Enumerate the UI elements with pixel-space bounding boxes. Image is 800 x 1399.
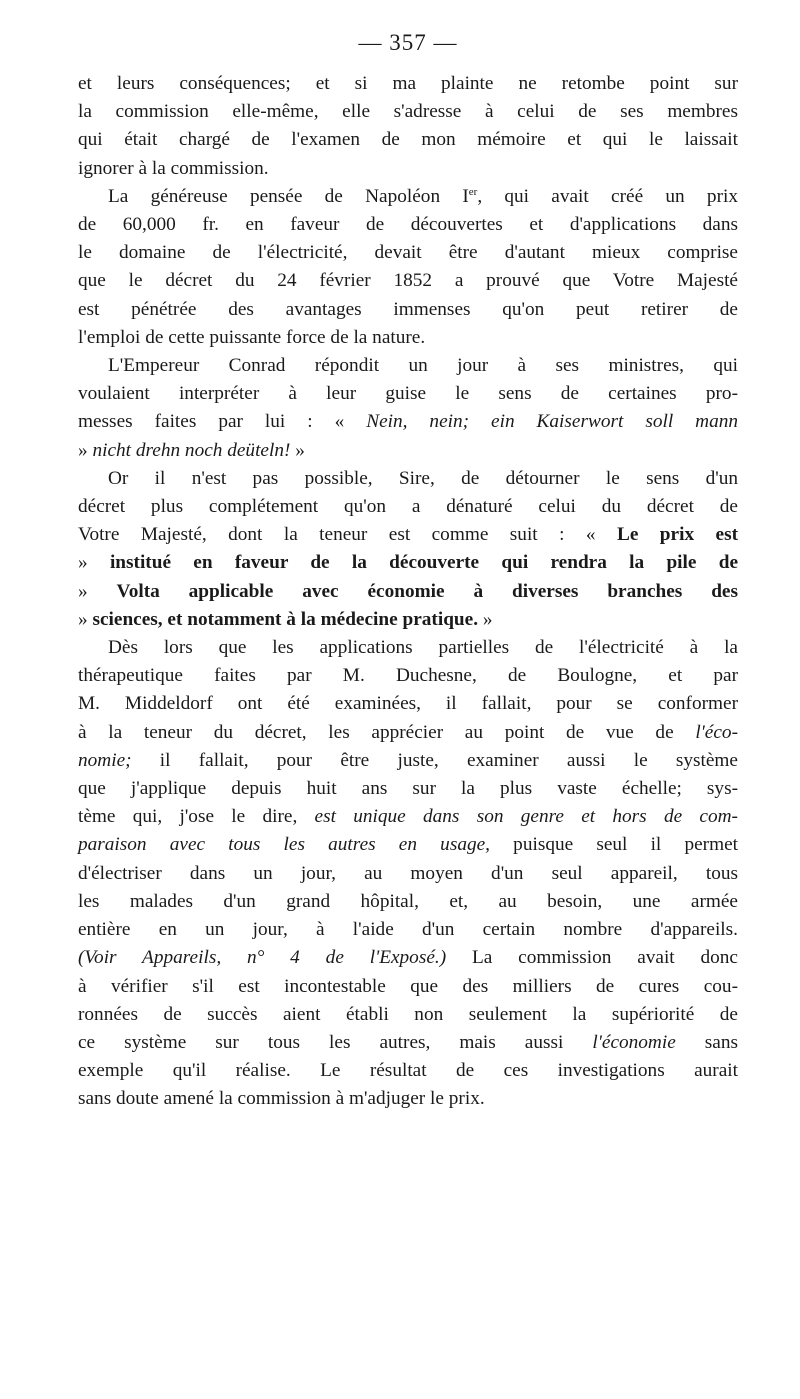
decree-quote: Volta applicable avec économie à diverses branches des [116, 580, 738, 602]
text-line: tème qui, j'ose le dire, est unique dans son genre et hors de com- [78, 806, 738, 828]
emphasis: l'économie [592, 1031, 676, 1053]
text-line: entière en un jour, à l'aide d'un certain nombre d'appareils. [78, 919, 738, 941]
decree-quote: institué en faveur de la découverte qui rendra la pile de [109, 552, 739, 574]
text-line: » sciences, et notamment à la médecine pratique. » [78, 608, 493, 630]
text-line: M. Middeldorf ont été examinées, il fallait, pour se conformer [78, 693, 738, 715]
emphasis: est unique dans son genre et hors de com- [314, 806, 738, 828]
emphasis: paraison avec tous les autres en usage, [78, 834, 490, 856]
text-line: voulaient interpréter à leur guise le sens de certaines pro- [78, 383, 738, 405]
emphasis: nomie; [78, 749, 132, 771]
text-line: que j'applique depuis huit ans sur la plus vaste échelle; sys- [78, 778, 738, 800]
page-number: — 357 — [358, 30, 458, 55]
decree-quote: Le prix est [616, 524, 738, 546]
german-quote: Nein, nein; ein Kaiserwort soll mann [366, 411, 738, 433]
text-line: de 60,000 fr. en faveur de découvertes et d'applications dans [78, 214, 738, 236]
text-line: ronnées de succès aient établi non seulement la supériorité de [78, 1003, 738, 1025]
text-line: décret plus complétement qu'on a dénaturé celui du décret de [78, 496, 738, 518]
paragraph-1 [78, 70, 738, 183]
text-line: est pénétrée des avantages immenses qu'on peut retirer de [78, 298, 738, 320]
text-line: exemple qu'il réalise. Le résultat de ces investigations aurait [78, 1060, 738, 1082]
text-line: la commission elle-même, elle s'adresse à celui de ses membres [78, 101, 738, 123]
text-line: le domaine de l'électricité, devait être d'autant mieux comprise [78, 242, 738, 264]
text-line: à vérifier s'il est incontestable que des milliers de cures cou- [78, 975, 738, 997]
german-quote: nicht drehn noch deüteln! [92, 439, 291, 461]
text-line: Dès lors que les applications partielles de l'électricité à la [108, 637, 738, 659]
emphasis: l'éco- [695, 721, 738, 743]
text-line: paraison avec tous les autres en usage, puisque seul il permet [78, 834, 738, 856]
text-line: ce système sur tous les autres, mais aussi l'économie sans [78, 1031, 738, 1053]
text-line: d'électriser dans un jour, au moyen d'un seul appareil, tous [78, 862, 738, 884]
text-line: Votre Majesté, dont la teneur est comme suit : « Le prix est [78, 524, 738, 546]
text-line: (Voir Appareils, n° 4 de l'Exposé.) La commission avait donc [78, 947, 738, 969]
paragraph-3 [78, 352, 738, 465]
text-line: » institué en faveur de la découverte qui rendra la pile de [78, 552, 739, 574]
text-line: L'Empereur Conrad répondit un jour à ses ministres, qui [108, 355, 738, 377]
text-line: et leurs conséquences; et si ma plainte ne retombe point sur [78, 73, 738, 94]
emphasis: (Voir Appareils, n° 4 de l'Exposé.) [78, 947, 447, 969]
text-line: ignorer à la commission. [78, 157, 269, 179]
text-line: messes faites par lui : « Nein, nein; ein Kaiserwort soll mann [78, 411, 738, 433]
paragraph-2 [78, 183, 738, 352]
text-line: que le décret du 24 février 1852 a prouvé que Votre Majesté [78, 270, 738, 292]
text-line: l'emploi de cette puissante force de la nature. [78, 326, 426, 348]
text-line: La généreuse pensée de Napoléon Ier, qui avait créé un prix [108, 185, 738, 207]
text-line: qui était chargé de l'examen de mon mémoire et qui le laissait [78, 129, 738, 151]
decree-quote: sciences, et notamment à la médecine pratique. [92, 608, 479, 630]
text-line: » Volta applicable avec économie à diverses branches des [78, 580, 738, 602]
text-line: à la teneur du décret, les apprécier au point de vue de l'éco- [78, 721, 738, 743]
text-line: » nicht drehn noch deüteln! » [78, 439, 305, 461]
paragraph-5 [78, 634, 738, 1113]
superscript: er [468, 185, 478, 198]
text-line: Or il n'est pas possible, Sire, de détourner le sens d'un [108, 467, 738, 489]
text-line: nomie; il fallait, pour être juste, examiner aussi le système [78, 749, 738, 771]
book-page [78, 30, 738, 1114]
text-line: sans doute amené la commission à m'adjuger le prix. [78, 1088, 485, 1110]
text-line: les malades d'un grand hôpital, et, au besoin, une armée [78, 890, 738, 912]
paragraph-4 [78, 465, 738, 634]
text-line: thérapeutique faites par M. Duchesne, de Boulogne, et par [78, 665, 738, 687]
